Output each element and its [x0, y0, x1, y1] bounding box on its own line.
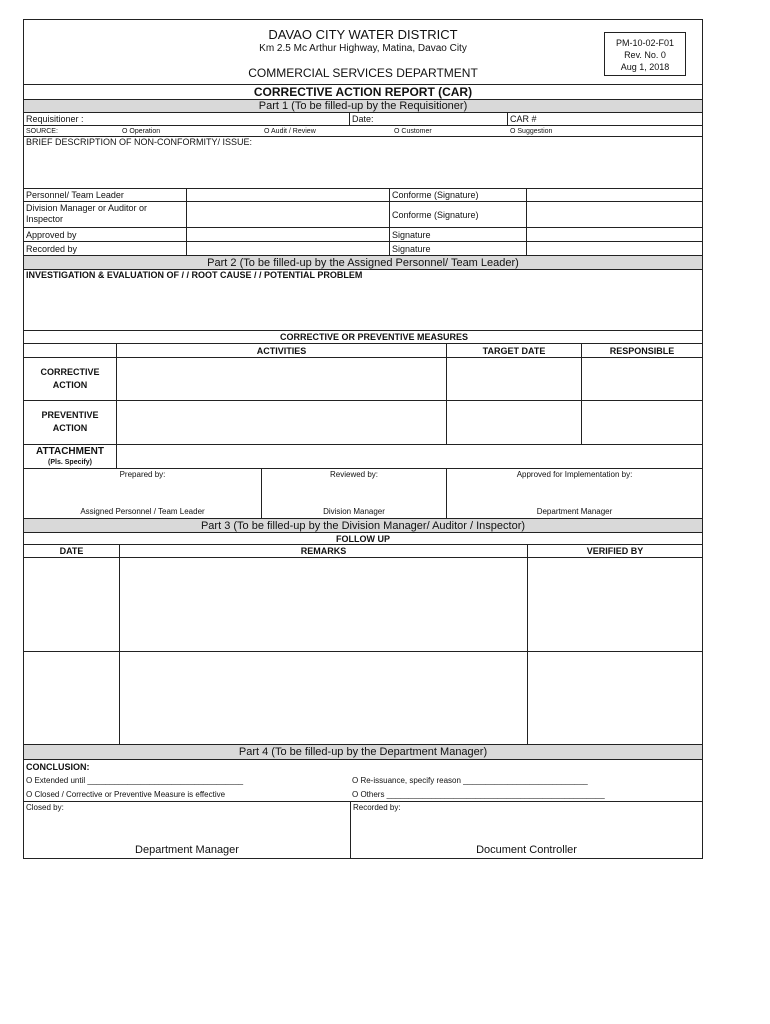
activities-header: ACTIVITIES: [116, 344, 446, 357]
division-manager-caption: Division Manager: [323, 507, 385, 516]
source-row: [24, 126, 702, 137]
extended-until-option[interactable]: O Extended until ___________________________________: [26, 776, 244, 785]
personnel-row: [24, 189, 702, 202]
approved-label: Approved by: [26, 230, 77, 240]
preventive-target-date-input[interactable]: [446, 401, 581, 444]
form-title: CORRECTIVE ACTION REPORT (CAR): [24, 85, 702, 100]
corrective-responsible-input[interactable]: [581, 358, 702, 400]
closing-signatures-row: [24, 802, 702, 858]
signature-label-1: Signature: [389, 228, 526, 241]
part3-heading: Part 3 (To be filled-up by the Division Manager/ Auditor / Inspector): [24, 519, 702, 533]
division-input[interactable]: [186, 202, 389, 227]
reviewed-by-block[interactable]: [261, 469, 446, 518]
reviewed-by-label: Reviewed by:: [329, 470, 379, 479]
source-operation-option[interactable]: O Operation: [122, 128, 161, 135]
car-number-field[interactable]: [507, 113, 702, 125]
signature-field-1[interactable]: [526, 228, 702, 241]
approved-impl-label: Approved for Implementation by:: [516, 470, 633, 479]
document-controller-caption: Document Controller: [476, 844, 577, 856]
attachment-specify: (Pls. Specify): [48, 459, 92, 466]
attachment-label: [24, 445, 116, 468]
follow-up-verified-1[interactable]: [527, 558, 702, 651]
requisitioner-field[interactable]: [24, 113, 349, 125]
follow-up-row-2: [24, 652, 702, 745]
measures-heading: CORRECTIVE OR PREVENTIVE MEASURES: [279, 332, 469, 342]
reissuance-option[interactable]: O Re-issuance, specify reason ____________________________: [352, 776, 588, 785]
personnel-label: Personnel/ Team Leader: [26, 190, 124, 200]
corrective-label-line2: ACTION: [52, 380, 88, 390]
conforme-label-1: Conforme (Signature): [389, 189, 526, 201]
personnel-input[interactable]: [186, 189, 389, 201]
signature-field-2[interactable]: [526, 242, 702, 255]
attachment-row: [24, 445, 702, 469]
closed-by-block[interactable]: [24, 802, 350, 858]
conclusion-options-row-2: [24, 788, 702, 802]
measures-column-headers: [24, 344, 702, 358]
conclusion-options-row-1: [24, 774, 702, 788]
signature-label-2: Signature: [389, 242, 526, 255]
attachment-input[interactable]: [116, 445, 702, 468]
preventive-responsible-input[interactable]: [581, 401, 702, 444]
others-option[interactable]: O Others _________________________________________________: [352, 790, 605, 799]
prepared-by-label: Prepared by:: [119, 470, 166, 479]
follow-up-verified-2[interactable]: [527, 652, 702, 744]
document-code-box: [604, 32, 686, 76]
rev-no: Rev. No. 0: [624, 50, 666, 60]
requisitioner-row: [24, 113, 702, 126]
investigation-label: INVESTIGATION & EVALUATION OF / / ROOT CAUSE / / POTENTIAL PROBLEM: [26, 270, 363, 280]
closed-effective-option[interactable]: O Closed / Corrective or Preventive Measure is effective: [26, 790, 226, 799]
conforme-label-2: Conforme (Signature): [389, 202, 526, 227]
org-address: Km 2.5 Mc Arthur Highway, Matina, Davao City: [259, 43, 467, 54]
source-audit-option[interactable]: O Audit / Review: [264, 128, 316, 135]
date-field[interactable]: [349, 113, 507, 125]
car-form: [23, 19, 703, 859]
source-customer-option[interactable]: O Customer: [394, 128, 432, 135]
corrective-action-label: [24, 358, 116, 400]
conforme-signature-1[interactable]: [526, 189, 702, 201]
division-label: Division Manager or Auditor or Inspector: [26, 203, 148, 224]
date-header: DATE: [59, 546, 84, 556]
requisitioner-label: Requisitioner :: [26, 114, 84, 124]
department-manager-caption: Department Manager: [536, 507, 613, 516]
preventive-activities-input[interactable]: [116, 401, 446, 444]
date-label: Date:: [352, 114, 374, 124]
form-header: [24, 20, 702, 85]
recorded-by-label: Recorded by:: [353, 803, 401, 812]
approved-input[interactable]: [186, 228, 389, 241]
follow-up-date-2[interactable]: [24, 652, 119, 744]
verified-by-header: VERIFIED BY: [527, 545, 702, 557]
doc-date: Aug 1, 2018: [620, 62, 670, 72]
division-row: [24, 202, 702, 228]
investigation-field[interactable]: [24, 270, 702, 331]
prepared-by-block[interactable]: [24, 469, 261, 518]
doc-code: PM-10-02-F01: [615, 38, 675, 48]
follow-up-column-headers: [24, 545, 702, 558]
attachment-title: ATTACHMENT: [36, 446, 104, 457]
preventive-action-label: [24, 401, 116, 444]
corrective-activities-input[interactable]: [116, 358, 446, 400]
conforme-signature-2[interactable]: [526, 202, 702, 227]
department-manager-signature-caption: Department Manager: [135, 844, 239, 856]
part4-heading: Part 4 (To be filled-up by the Department Manager): [24, 745, 702, 760]
follow-up-remarks-1[interactable]: [119, 558, 527, 651]
source-suggestion-option[interactable]: O Suggestion: [510, 128, 553, 135]
follow-up-heading: FOLLOW UP: [24, 533, 702, 545]
approved-impl-block[interactable]: [446, 469, 702, 518]
closed-by-label: Closed by:: [26, 803, 64, 812]
part2-heading: Part 2 (To be filled-up by the Assigned Personnel/ Team Leader): [24, 256, 702, 270]
follow-up-date-1[interactable]: [24, 558, 119, 651]
part1-heading: Part 1 (To be filled-up by the Requisitioner): [24, 100, 702, 113]
follow-up-remarks-2[interactable]: [119, 652, 527, 744]
department-name: COMMERCIAL SERVICES DEPARTMENT: [248, 66, 478, 80]
recorded-label: Recorded by: [26, 244, 78, 254]
corrective-target-date-input[interactable]: [446, 358, 581, 400]
remarks-header: REMARKS: [119, 545, 527, 557]
recorded-input[interactable]: [186, 242, 389, 255]
corrective-action-row: [24, 358, 702, 401]
responsible-header: RESPONSIBLE: [581, 344, 702, 357]
measures-heading-row: [24, 331, 702, 344]
follow-up-row-1: [24, 558, 702, 652]
recorded-by-block[interactable]: [350, 802, 702, 858]
corrective-label-line1: CORRECTIVE: [40, 367, 100, 377]
preventive-label-line1: PREVENTIVE: [41, 410, 99, 420]
conclusion-row: [24, 760, 702, 774]
approved-row: [24, 228, 702, 242]
car-label: CAR #: [510, 114, 537, 124]
source-label: SOURCE:: [26, 128, 58, 135]
preventive-label-line2: ACTION: [52, 423, 88, 433]
assigned-personnel-caption: Assigned Personnel / Team Leader: [80, 507, 205, 516]
signoff-row: [24, 469, 702, 519]
brief-description-label: BRIEF DESCRIPTION OF NON-CONFORMITY/ ISSUE:: [26, 137, 253, 147]
brief-description-field[interactable]: [24, 137, 702, 189]
preventive-action-row: [24, 401, 702, 445]
target-date-header: TARGET DATE: [446, 344, 581, 357]
recorded-row: [24, 242, 702, 256]
conclusion-label: CONCLUSION:: [26, 762, 90, 772]
org-name: DAVAO CITY WATER DISTRICT: [268, 27, 458, 42]
